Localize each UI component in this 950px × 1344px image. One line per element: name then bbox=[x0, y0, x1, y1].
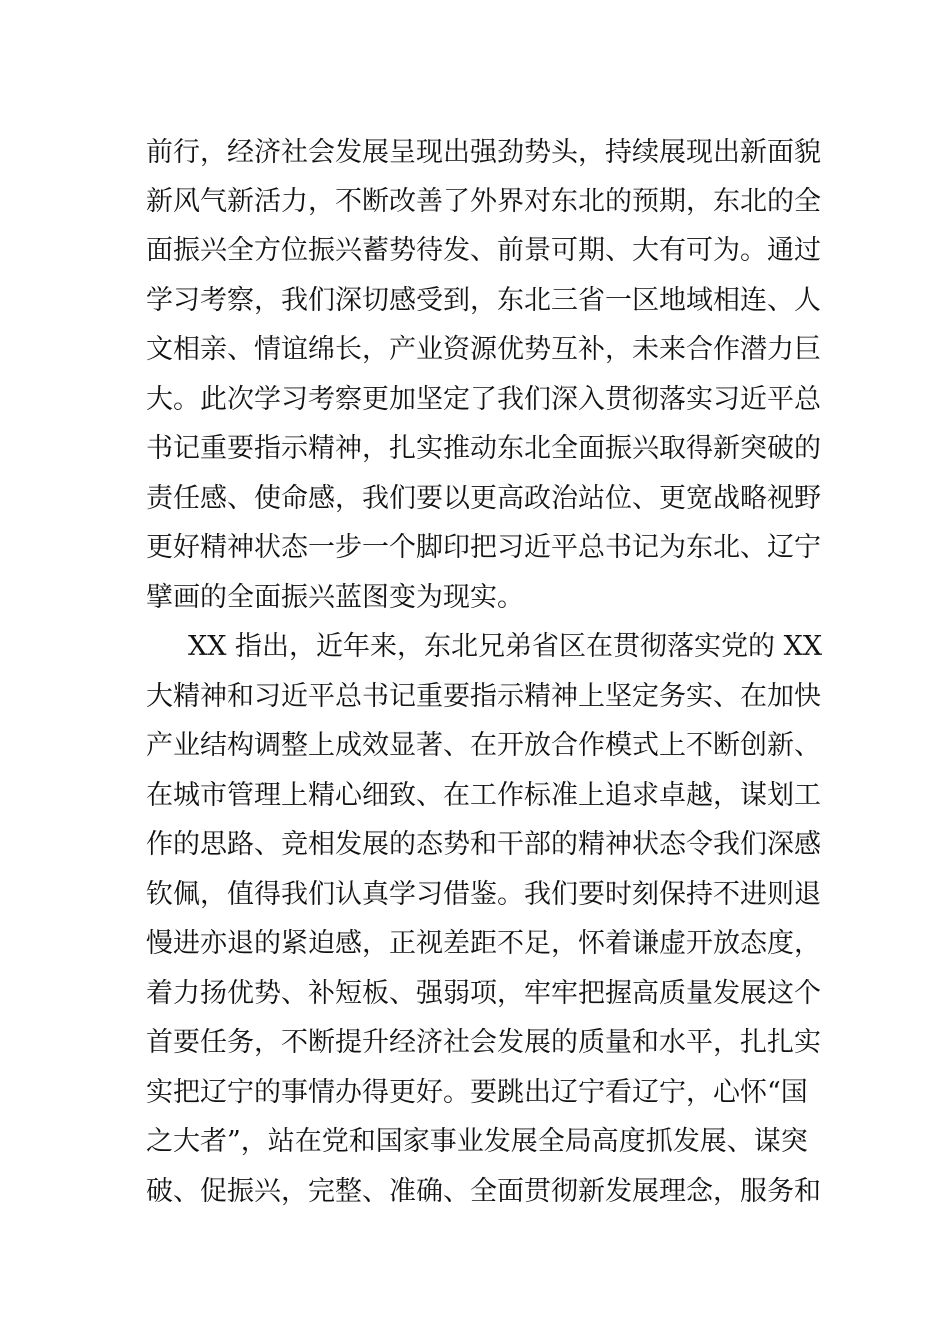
text-line: 面振兴全方位振兴蓄势待发、前景可期、大有可为。通过 bbox=[146, 235, 821, 266]
text-line: 书记重要指示精神，扎实推动东北全面振兴取得新突破的 bbox=[146, 433, 821, 464]
text-line: 在城市管理上精心细致、在工作标准上追求卓越，谋划工 bbox=[146, 780, 821, 811]
text-line: 破、促振兴，完整、准确、全面贯彻新发展理念，服务和 bbox=[146, 1176, 821, 1207]
text-line: 前行，经济社会发展呈现出强劲势头，持续展现出新面貌 bbox=[146, 137, 821, 168]
text-line: 实把辽宁的事情办得更好。要跳出辽宁看辽宁，心怀“国 bbox=[146, 1077, 808, 1108]
text-line: XX 指出，近年来，东北兄弟省区在贯彻落实党的 XX bbox=[188, 631, 823, 662]
text-line: 大精神和习近平总书记重要指示精神上坚定务实、在加快 bbox=[146, 681, 821, 712]
text-line: 着力扬优势、补短板、强弱项，牢牢把握高质量发展这个 bbox=[146, 978, 821, 1009]
text-line: 之大者”，站在党和国家事业发展全局高度抓发展、谋突 bbox=[146, 1126, 808, 1157]
text-line: 首要任务，不断提升经济社会发展的质量和水平，扎扎实 bbox=[146, 1027, 821, 1058]
text-line: 新风气新活力，不断改善了外界对东北的预期，东北的全 bbox=[146, 186, 821, 217]
text-line: 责任感、使命感，我们要以更高政治站位、更宽战略视野 bbox=[146, 483, 821, 514]
text-line: 大。此次学习考察更加坚定了我们深入贯彻落实习近平总 bbox=[146, 384, 821, 415]
text-line: 作的思路、竞相发展的态势和干部的精神状态令我们深感 bbox=[146, 829, 821, 860]
text-line: 学习考察，我们深切感受到，东北三省一区地域相连、人 bbox=[146, 285, 821, 316]
text-line: 钦佩，值得我们认真学习借鉴。我们要时刻保持不进则退 bbox=[146, 879, 821, 910]
text-line: 更好精神状态一步一个脚印把习近平总书记为东北、辽宁 bbox=[146, 532, 821, 563]
text-line: 擘画的全面振兴蓝图变为现实。 bbox=[146, 582, 524, 613]
text-line: 慢进亦退的紧迫感，正视差距不足，怀着谦虚开放态度， bbox=[146, 928, 821, 959]
text-line: 产业结构调整上成效显著、在开放合作模式上不断创新、 bbox=[146, 730, 821, 761]
text-line: 文相亲、情谊绵长，产业资源优势互补，未来合作潜力巨 bbox=[146, 334, 821, 365]
